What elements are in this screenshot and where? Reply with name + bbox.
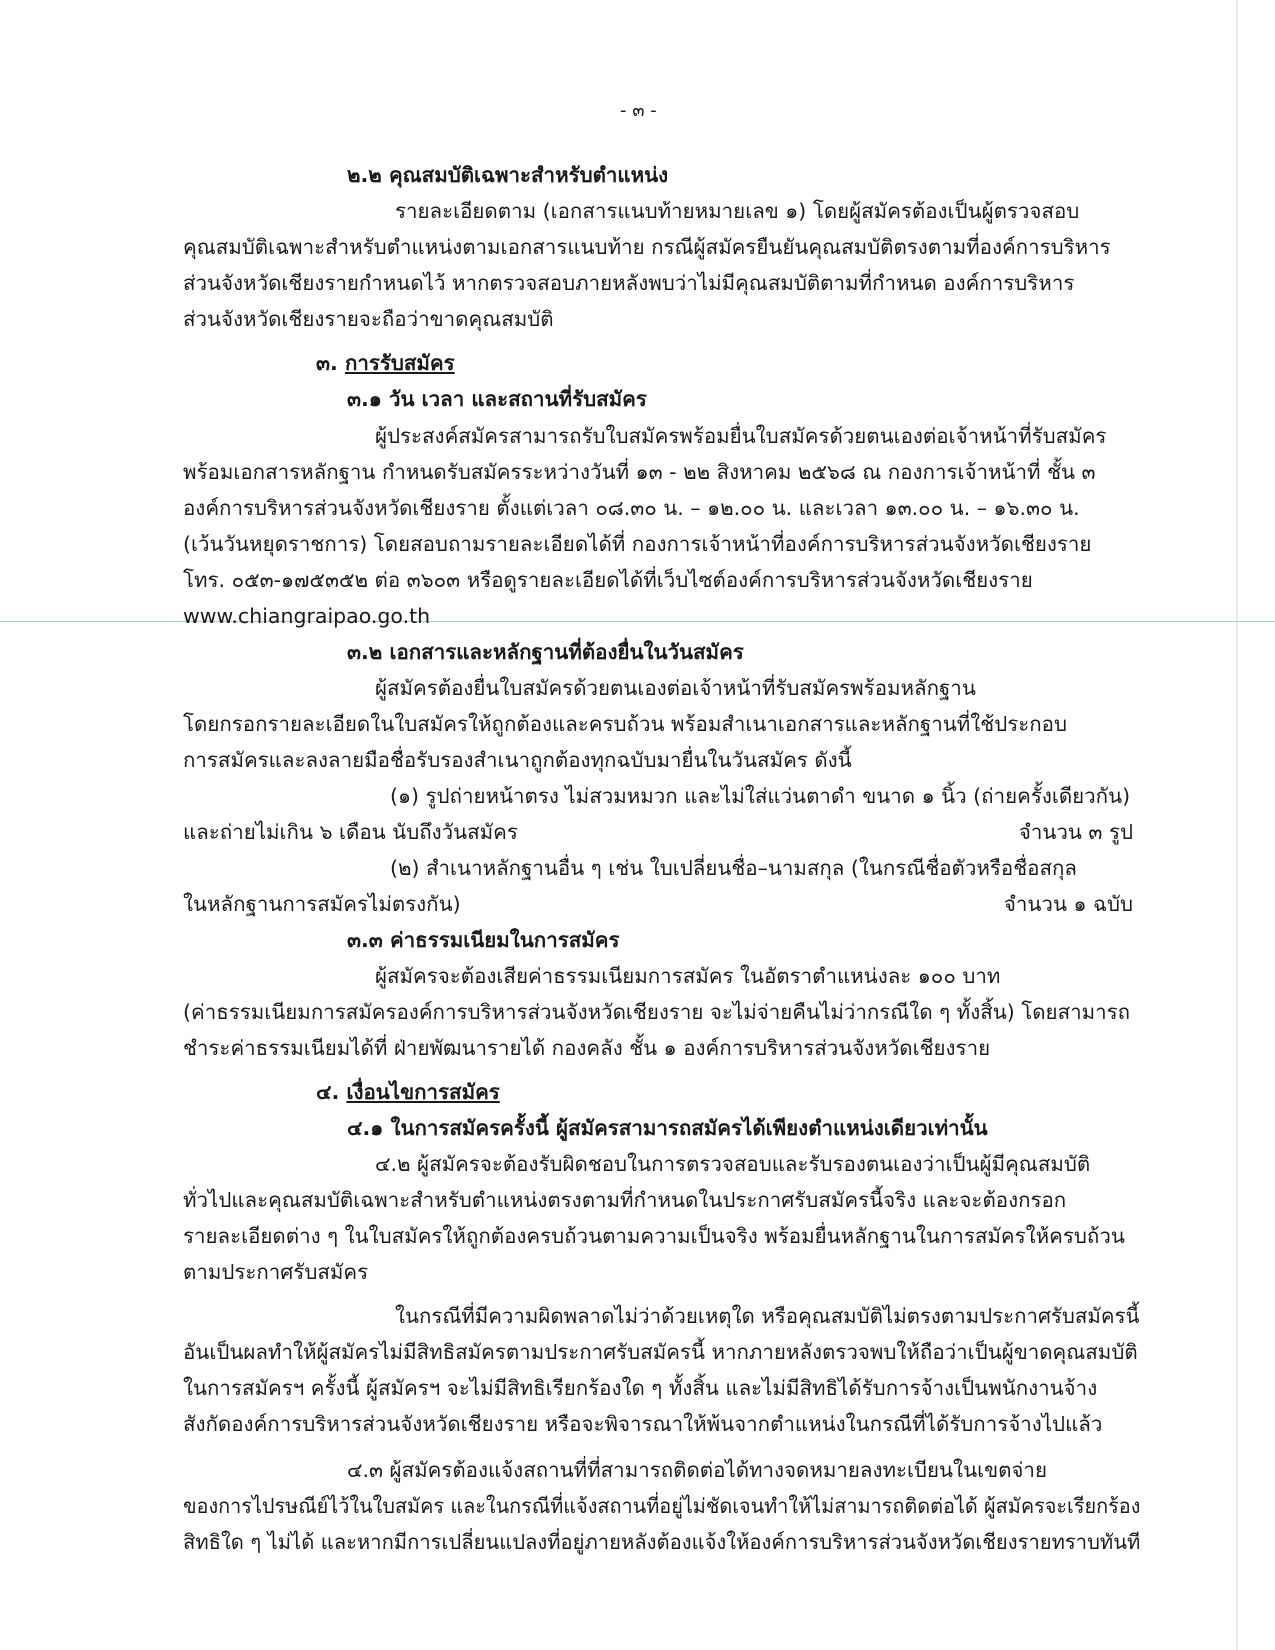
s42-line-4: ตามประกาศรับสมัคร: [183, 1260, 369, 1284]
s31-line-3: องค์การบริหารส่วนจังหวัดเชียงราย ตั้งแต่เวลา ๐๘.๓๐ น. – ๑๒.๐๐ น. และเวลา ๑๓.๐๐ น. – ๑๖.๓๐ น.: [183, 496, 1080, 520]
page-edge-shadow: [1236, 0, 1238, 1650]
s42-line-1: ๔.๒ ผู้สมัครจะต้องรับผิดชอบในการตรวจสอบและรับรองตนเองว่าเป็นผู้มีคุณสมบัติ: [375, 1152, 1091, 1176]
s32-item-1-line-1: (๑) รูปถ่ายหน้าตรง ไม่สวมหมวก และไม่ใส่แว่นตาดำ ขนาด ๑ นิ้ว (ถ่ายครั้งเดียวกัน): [390, 784, 1131, 808]
section-4-title: เงื่อนไขการสมัคร: [346, 1080, 500, 1104]
s33-line-2: (ค่าธรรมเนียมการสมัครองค์การบริหารส่วนจังหวัดเชียงราย จะไม่จ่ายคืนไม่ว่ากรณีใด ๆ ทั้งสิ้น) โดยสามารถ: [183, 1000, 1131, 1024]
page-number: - ๓ -: [620, 100, 657, 121]
s43-line-2: ของการไปรษณีย์ไว้ในใบสมัคร และในกรณีที่แจ้งสถานที่อยู่ไม่ชัดเจนทำให้ไม่สามารถติดต่อได้ ผู้สมัครจะเรียกร้อง: [183, 1494, 1141, 1518]
s42-line-3: รายละเอียดต่าง ๆ ในใบสมัครให้ถูกต้องครบถ้วนตามความเป็นจริง พร้อมยื่นหลักฐานในการสมัครให้ครบถ้วน: [183, 1224, 1125, 1248]
section-3-title: การรับสมัคร: [344, 351, 455, 375]
s4-para-line-3: ในการสมัครฯ ครั้งนี้ ผู้สมัครฯ จะไม่มีสิทธิเรียกร้องใด ๆ ทั้งสิ้น และไม่มีสิทธิได้รับการจ้างเป็นพนักงานจ้าง: [183, 1376, 1098, 1400]
s22-line-2: คุณสมบัติเฉพาะสำหรับตำแหน่งตามเอกสารแนบท้าย กรณีผู้สมัครยืนยันคุณสมบัติตรงตามที่องค์การบริหาร: [183, 235, 1111, 259]
s22-line-1: รายละเอียดตาม (เอกสารแนบท้ายหมายเลข ๑) โดยผู้สมัครต้องเป็นผู้ตรวจสอบ: [395, 199, 1080, 223]
s31-line-2: พร้อมเอกสารหลักฐาน กำหนดรับสมัครระหว่างวันที่ ๑๓ - ๒๒ สิงหาคม ๒๕๖๘ ณ กองการเจ้าหน้าที่ ชั้น ๓: [183, 460, 1096, 484]
s32-item-2-row-2: [183, 891, 1133, 917]
section-3-3-heading: ๓.๓ ค่าธรรมเนียมในการสมัคร: [347, 928, 620, 952]
s4-para-line-1: ในกรณีที่มีความผิดพลาดไม่ว่าด้วยเหตุใด หรือคุณสมบัติไม่ตรงตามประกาศรับสมัครนี้: [395, 1304, 1140, 1328]
s33-line-3: ชำระค่าธรรมเนียมได้ที่ ฝ่ายพัฒนารายได้ กองคลัง ชั้น ๑ องค์การบริหารส่วนจังหวัดเชียงราย: [183, 1036, 991, 1060]
s32-item-1-quantity: จำนวน ๓ รูป: [1018, 820, 1133, 844]
s33-line-1: ผู้สมัครจะต้องเสียค่าธรรมเนียมการสมัคร ในอัตราตำแหน่งละ ๑๐๐ บาท: [375, 964, 1001, 988]
s32-line-3: การสมัครและลงลายมือชื่อรับรองสำเนาถูกต้องทุกฉบับมายื่นในวันสมัคร ดังนี้: [183, 748, 852, 772]
s42-line-2: ทั่วไปและคุณสมบัติเฉพาะสำหรับตำแหน่งตรงตามที่กำหนดในประกาศรับสมัครนี้จริง และจะต้องกรอก: [183, 1188, 1067, 1212]
section-4-1: ๔.๑ ในการสมัครครั้งนี้ ผู้สมัครสามารถสมัครได้เพียงตำแหน่งเดียวเท่านั้น: [347, 1116, 988, 1140]
section-3-heading: [316, 350, 455, 376]
s32-line-2: โดยกรอกรายละเอียดในใบสมัครให้ถูกต้องและครบถ้วน พร้อมสำเนาเอกสารและหลักฐานที่ใช้ประกอบ: [183, 712, 1067, 736]
s31-line-1: ผู้ประสงค์สมัครสามารถรับใบสมัครพร้อมยื่นใบสมัครด้วยตนเองต่อเจ้าหน้าที่รับสมัคร: [375, 424, 1107, 448]
s31-line-4: (เว้นวันหยุดราชการ) โดยสอบถามรายละเอียดได้ที่ กองการเจ้าหน้าที่องค์การบริหารส่วนจังหวัดเชียงราย: [183, 532, 1092, 556]
section-4-heading: [316, 1079, 500, 1105]
s32-item-1-row-2: [183, 819, 1133, 845]
s43-line-1: ๔.๓ ผู้สมัครต้องแจ้งสถานที่ที่สามารถติดต่อได้ทางจดหมายลงทะเบียนในเขตจ่าย: [347, 1458, 1047, 1482]
section-3-number: ๓.: [316, 351, 338, 375]
s32-item-2-line-1: (๒) สำเนาหลักฐานอื่น ๆ เช่น ใบเปลี่ยนชื่อ–นามสกุล (ในกรณีชื่อตัวหรือชื่อสกุล: [390, 856, 1077, 880]
section-4-number: ๔.: [316, 1080, 340, 1104]
s32-item-2-quantity: จำนวน ๑ ฉบับ: [1003, 892, 1133, 916]
s22-line-3: ส่วนจังหวัดเชียงรายกำหนดไว้ หากตรวจสอบภายหลังพบว่าไม่มีคุณสมบัติตามที่กำหนด องค์การบริหาร: [183, 271, 1075, 295]
website-link[interactable]: www.chiangraipao.go.th: [183, 604, 431, 628]
s4-para-line-4: สังกัดองค์การบริหารส่วนจังหวัดเชียงราย หรือจะพิจารณาให้พ้นจากตำแหน่งในกรณีที่ได้รับการจ้างไปแล้ว: [183, 1412, 1103, 1436]
s43-line-3: สิทธิใด ๆ ไม่ได้ และหากมีการเปลี่ยนแปลงที่อยู่ภายหลังต้องแจ้งให้องค์การบริหารส่วนจังหวัดเชียงรายทราบทันที: [183, 1530, 1141, 1554]
section-3-2-heading: ๓.๒ เอกสารและหลักฐานที่ต้องยื่นในวันสมัคร: [347, 640, 744, 664]
section-3-1-heading: ๓.๑ วัน เวลา และสถานที่รับสมัคร: [347, 387, 647, 411]
section-2-2-heading: ๒.๒ คุณสมบัติเฉพาะสำหรับตำแหน่ง: [347, 163, 669, 187]
s32-line-1: ผู้สมัครต้องยื่นใบสมัครด้วยตนเองต่อเจ้าหน้าที่รับสมัครพร้อมหลักฐาน: [375, 676, 976, 700]
s32-item-1-line-2: และถ่ายไม่เกิน ๖ เดือน นับถึงวันสมัคร: [183, 820, 518, 844]
s32-item-2-line-2: ในหลักฐานการสมัครไม่ตรงกัน): [183, 892, 461, 916]
s4-para-line-2: อันเป็นผลทำให้ผู้สมัครไม่มีสิทธิสมัครตามประกาศรับสมัครนี้ หากภายหลังตรวจพบให้ถือว่าเป็นผู้ขาดคุณสมบัติ: [183, 1340, 1138, 1364]
s31-line-5: โทร. ๐๕๓-๑๗๕๓๕๒ ต่อ ๓๖๐๓ หรือดูรายละเอียดได้ที่เว็บไซต์องค์การบริหารส่วนจังหวัดเชียงราย: [183, 568, 1033, 592]
s22-line-4: ส่วนจังหวัดเชียงรายจะถือว่าขาดคุณสมบัติ: [183, 307, 554, 331]
